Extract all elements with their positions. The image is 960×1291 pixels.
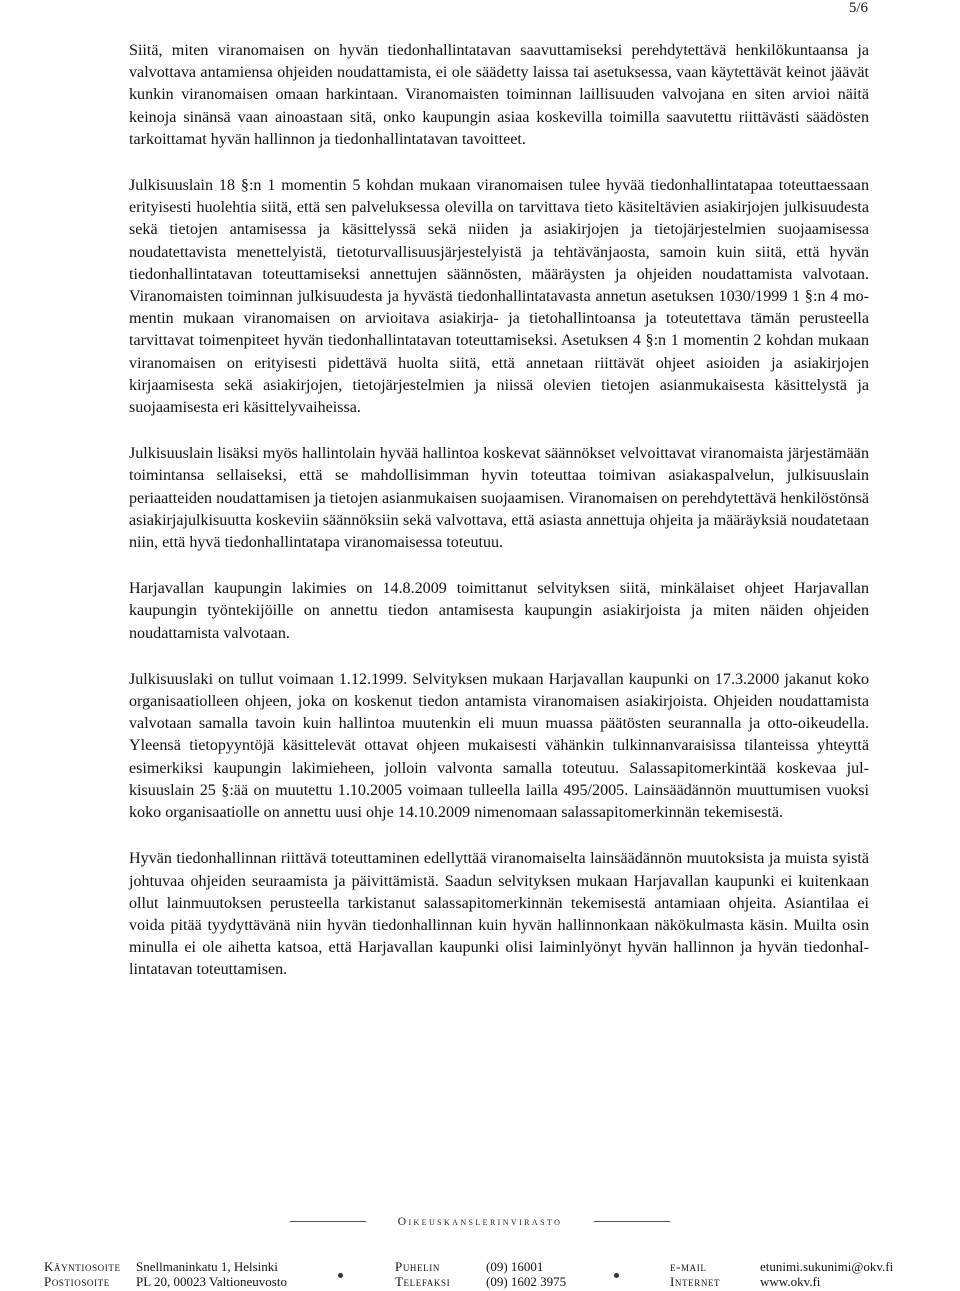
email-label: e-mail — [670, 1259, 707, 1274]
phone-label: Puhelin — [395, 1259, 440, 1274]
email-value[interactable]: etunimi.sukunimi@okv.fi — [760, 1259, 894, 1274]
paragraph-6: Hyvän tiedonhallinnan riittävä toteuttaminen edellyttää viranomaiselta lainsäädännön muutoksista ja muista syistä johtuvaa ohjeiden seuraamista ja päivittämistä. Saadun selvityksen mukaan Harjavallan kaupunki ei kuitenkaan ollut lainmuutoksen perusteella tarkistanut salassapitomerkinnän tekemisestä antamiaan ohjeita. Asiantilaa ei voida pitää tyydyttävänä niin hyvän tiedonhallinnan kuin hyvän hallinnonkaan näkökulmasta käsin. Muilta osin minulla ei ole aihetta katsoa, että Harjavallan kaupunki olisi laiminlyönyt hyvän hallinnon ja hyvän tiedonhallintatavan toteuttamisen. — [129, 850, 869, 979]
paragraph-4: Harjavallan kaupungin lakimies on 14.8.2009 toimittanut selvityksen siitä, minkälaiset ohjeet Harjavallan kaupungin työntekijöille on annettu tiedon antamisesta kaupungin asiakirjoista ja miten näiden ohjeiden noudattamista valvotaan. — [129, 580, 869, 642]
office-logo — [0, 1212, 960, 1231]
internet-label: Internet — [670, 1274, 721, 1289]
logo-rule-left — [290, 1221, 366, 1222]
page-number: 5/6 — [848, 0, 868, 16]
phone-value: (09) 16001 — [486, 1259, 544, 1274]
office-name: Oikeuskanslerinvirasto — [397, 1216, 563, 1228]
postal-address-label: Postiosoite — [44, 1274, 110, 1289]
paragraph-1: Siitä, miten viranomaisen on hyvän tiedonhallintatavan saavuttamiseksi perehdytettävä henkilökuntaansa ja valvottava antamiensa ohjeiden noudattamista, ei ole säädetty laissa tai asetuksessa, vaan käytettävät keinot jäävät kunkin viranomaisen omaan harkintaan. Viranomaisten toiminnan laillisuuden valvojana en siten arvioi näitä keinoja sinänsä vaan ainoastaan sitä, onko kaupungin asiaa koskevilla toimilla saavutettu riittävästi säädösten tarkoittamat hyvän hallinnon ja tiedonhallintatavan tavoitteet. — [129, 42, 869, 148]
visiting-address-value: Snellmaninkatu 1, Helsinki — [136, 1259, 278, 1274]
internet-value[interactable]: www.okv.fi — [760, 1274, 821, 1289]
footer-contact-info — [0, 1259, 960, 1291]
paragraph-2: Julkisuuslain 18 §:n 1 momentin 5 kohdan mukaan viranomaisen tulee hyvää tiedonhallintatapaa toteuttaessaan erityisesti huolehtia siitä, että sen palveluksessa olevilla on tarvittava tieto käsiteltävien asiakirjojen julkisuudesta sekä tietojen antamisessa ja käsittelyssä sekä niiden ja asiakirjojen ja tietojärjestelmien suojaamisessa noudatettavista menettelyistä, tietoturvallisuusjärjestelyistä ja tehtävänjaosta, samoin kuin siitä, että hyvän tiedonhallintatavan toteuttamiseksi annettujen säännösten, määräysten ja ohjeiden noudattamista valvotaan. Viranomaisten toiminnan julkisuudesta ja hyvästä tiedonhallintatavasta annetun asetuksen 1030/1999 1 §:n 4 momentin mukaan viranomaisen on arvioitava asiakirja- ja tietohallintoansa ja toteutettava tämän perusteella tarvittavat toimenpiteet hyvän tiedonhallintatavan toteuttamiseksi. Asetuksen 4 §:n 1 momentin 2 kohdan mukaan viranomaisen on erityisesti pidettävä huolta siitä, että annetaan riittävät ohjeet asioiden ja asiakirjojen kirjaamisesta sekä asiakirjojen, tietojärjestelmien ja niissä olevien tietojen asianmukaisesta käsittelystä ja suojaamisesta eri käsittelyvaiheissa. — [129, 177, 869, 417]
document-body — [129, 40, 869, 1006]
visiting-address-label: Käyntiosoite — [44, 1259, 121, 1274]
fax-label: Telefaksi — [395, 1274, 451, 1289]
paragraph-3: Julkisuuslain lisäksi myös hallintolain hyvää hallintoa koskevat säännökset velvoittavat viranomaista järjestämään toimintansa sellaiseksi, että se mahdollisimman hyvin toteuttaa toimivan asiakaspalvelun, julkisuuslain periaatteiden noudattamisen ja tietojen asianmukaisen suojaamisen. Viranomaisen on perehdytettävä henkilöstönsä asiakirjajulkisuutta koskeviin säännöksiin sekä valvottava, että asiasta annettuja ohjeita ja määräyksiä noudatetaan niin, että hyvä tiedonhallintatapa viranomaisessa toteutuu. — [129, 445, 869, 552]
paragraph-5: Julkisuuslaki on tullut voimaan 1.12.1999. Selvityksen mukaan Harjavallan kaupunki on 17.3.2000 jakanut koko organisaatiolleen ohjeen, joka on koskenut tiedon antamista viranomaisen asiakirjoista. Ohjeiden noudattamista valvotaan samalla tavoin kuin hallintoa muutenkin eli muun muassa päätösten seurannalla ja otto-oikeudella. Yleensä tietopyyntöjä käsittelevät ottavat ohjeen mukaisesti vähänkin tulkinnanvaraisissa tilanteissa yhteyttä esimerkiksi kaupungin lakimieheen, jolloin valvonta samalla toteutuu. Salassapitomerkintää koskevaa julkisuuslain 25 §:ää on muutettu 1.10.2005 voimaan tulleella lailla 495/2005. Lainsäädännön muuttumisen vuoksi koko organisaatiolle on annettu uusi ohje 14.10.2009 nimenomaan salassapitomerkinnän tekemisestä. — [129, 670, 869, 822]
fax-value: (09) 1602 3975 — [486, 1274, 567, 1289]
separator-dot-2 — [614, 1273, 619, 1278]
logo-rule-right — [594, 1221, 670, 1222]
separator-dot-1 — [338, 1273, 343, 1278]
postal-address-value: PL 20, 00023 Valtioneuvosto — [136, 1274, 287, 1289]
